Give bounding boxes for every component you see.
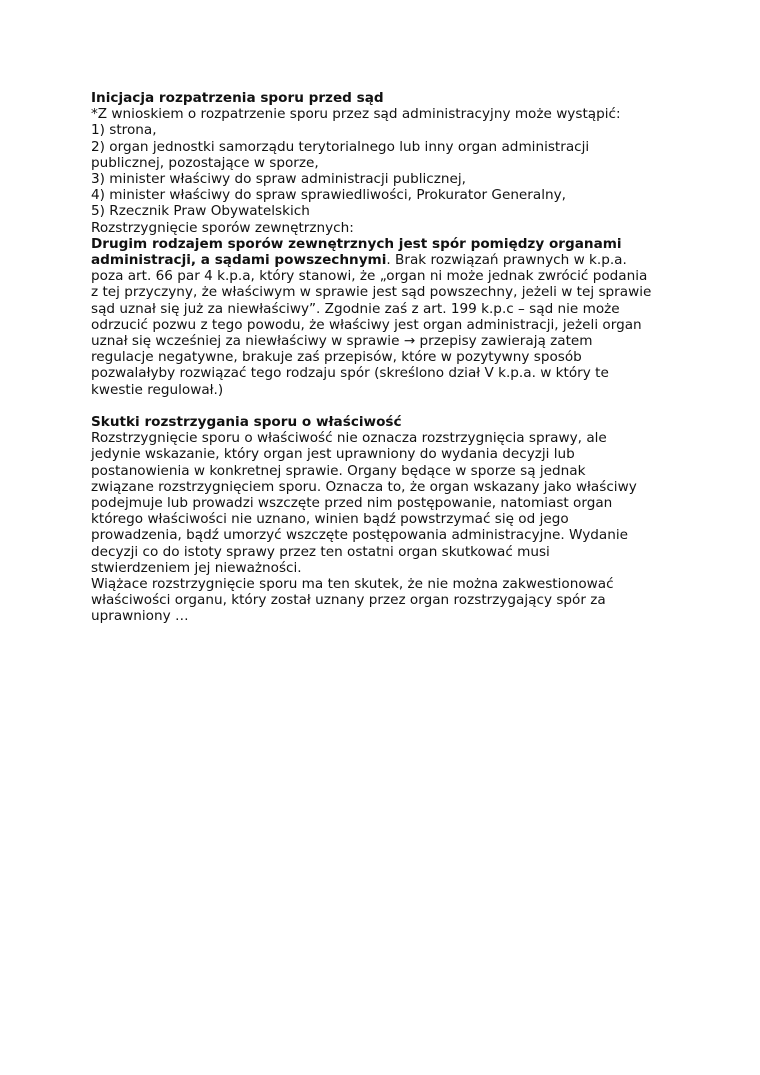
document-page [91, 90, 681, 625]
body-text-line: związane rozstrzygnięciem sporu. Oznacza to, że organ wskazany jako właściwy [91, 478, 637, 495]
mixed-text-line [91, 252, 681, 268]
list-item: 3) minister właściwy do spraw administracji publicznej, [91, 171, 466, 188]
body-text-line: którego właściwości nie uznano, winien bądź powstrzymać się od jego [91, 511, 569, 528]
body-text-line: jedynie wskazanie, który organ jest uprawniony do wydania decyzji lub [91, 446, 575, 463]
body-text-line: uprawniony … [91, 608, 189, 625]
body-text-line: decyzji co do istoty sprawy przez ten ostatni organ skutkować musi [91, 543, 550, 560]
body-text-line: regulacje negatywne, brakuje zaś przepisów, które w pozytywny sposób [91, 349, 582, 366]
list-item: 2) organ jednostki samorządu terytorialnego lub inny organ administracji [91, 138, 590, 155]
body-text-line: Rozstrzygnięcie sporu o właściwość nie oznacza rozstrzygnięcia sprawy, ale [91, 430, 607, 447]
bold-text-span: administracji, a sądami powszechnymi [91, 252, 387, 269]
body-text-line: sąd uznał się już za niewłaściwy”. Zgodnie zaś z art. 199 k.p.c – sąd nie może [91, 300, 620, 317]
section-heading: Inicjacja rozpatrzenia sporu przed sąd [91, 90, 384, 106]
body-text-line: z tej przyczyny, że właściwym w sprawie jest sąd powszechny, jeżeli w tej sprawie [91, 284, 652, 301]
subheading: Rozstrzygnięcie sporów zewnętrznych: [91, 219, 354, 236]
body-text-line: stwierdzeniem jej nieważności. [91, 559, 302, 576]
body-text-line: postanowienia w konkretnej sprawie. Organy będące w sporze są jednak [91, 462, 586, 479]
text-span: . Brak rozwiązań prawnych w k.p.a. [386, 252, 627, 269]
body-text-line: podejmuje lub prowadzi wszczęte przed nim postępowanie, natomiast organ [91, 495, 613, 512]
body-text-line: kwestie regulował.) [91, 381, 224, 398]
bold-text-line: Drugim rodzajem sporów zewnętrznych jest spór pomiędzy organami [91, 235, 622, 252]
list-item: 4) minister właściwy do spraw sprawiedliwości, Prokurator Generalny, [91, 187, 566, 204]
section-heading: Skutki rozstrzygania sporu o właściwość [91, 414, 402, 431]
paragraph-gap [91, 398, 681, 414]
list-item: 1) strona, [91, 122, 157, 139]
body-text-line: odrzucić pozwu z tego powodu, że właściwy jest organ administracji, jeżeli organ [91, 316, 642, 333]
list-item: publicznej, pozostające w sporze, [91, 154, 319, 171]
body-text-line: pozwalałyby rozwiązać tego rodzaju spór (skreślono dział V k.p.a. w który te [91, 365, 609, 382]
body-text-line: Wiążace rozstrzygnięcie sporu ma ten skutek, że nie można zakwestionować [91, 576, 614, 593]
body-text-line: uznał się wcześniej za niewłaściwy w sprawie → przepisy zawierają zatem [91, 333, 593, 350]
body-text-line: poza art. 66 par 4 k.p.a, który stanowi, że „organ ni może jednak zwrócić podania [91, 268, 648, 285]
list-item: 5) Rzecznik Praw Obywatelskich [91, 203, 310, 220]
intro-line: *Z wnioskiem o rozpatrzenie sporu przez sąd administracyjny może wystąpić: [91, 106, 621, 123]
body-text-line: prowadzenia, bądź umorzyć wszczęte postępowania administracyjne. Wydanie [91, 527, 629, 544]
body-text-line: właściwości organu, który został uznany przez organ rozstrzygający spór za [91, 592, 606, 609]
